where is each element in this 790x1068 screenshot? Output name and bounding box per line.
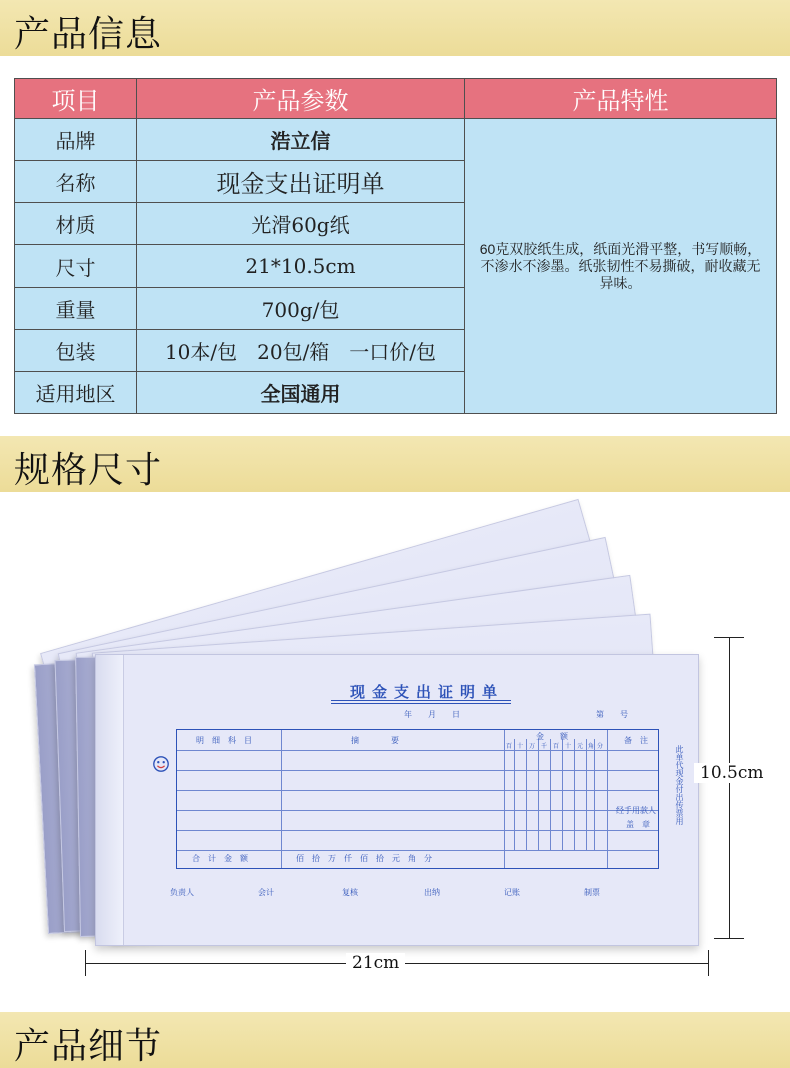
grid-line [281,730,282,868]
digit-label: 角 [588,743,595,750]
grid-line [504,730,505,868]
row-label: 名称 [15,161,137,203]
col-remark-label: 备 注 [624,736,648,745]
row-label: 材质 [15,203,137,245]
section-title: 产品信息 [14,14,163,55]
header-params: 产品参数 [137,79,465,119]
handler-label: 经手用款人 [616,806,656,815]
section-title: 产品细节 [14,1026,163,1067]
voucher-title: 现金支出证明单 [350,683,505,701]
footer-role: 制票 [584,888,600,897]
digit-label: 万 [529,743,536,750]
col-summary-label: 摘 要 [351,736,399,745]
digit-label: 百 [553,743,560,750]
digit-label: 千 [541,743,548,750]
grid-line [562,739,563,851]
digit-label: 元 [577,743,584,750]
row-value: 现金支出证明单 [137,161,465,203]
digit-label: 分 [597,743,604,750]
row-value: 浩立信 [137,119,465,161]
section-title: 规格尺寸 [14,450,163,491]
title-underline [331,700,511,701]
number-label: 第 号 [596,710,628,719]
date-label: 年 月 日 [404,710,460,719]
spec-illustration [0,492,790,1012]
footer-role: 会计 [258,888,274,897]
digit-label: 十 [517,743,524,750]
voucher-form [95,654,699,946]
grid-line [594,739,595,851]
grid-line [607,730,608,868]
voucher-spine [96,655,124,945]
row-value: 21*10.5cm [137,245,465,287]
total-units: 佰 拾 万 仟 佰 拾 元 角 分 [296,854,432,863]
col-detail-label: 明 细 科 目 [196,736,252,745]
table-header-row [15,79,777,119]
width-label: 21cm [346,953,405,973]
footer-role: 出纳 [424,888,440,897]
row-label: 包装 [15,329,137,371]
row-value: 700g/包 [137,287,465,329]
grid-line [550,739,551,851]
col-amount-label: 金 额 [536,732,568,741]
section-header-spec [0,436,790,492]
row-label: 品牌 [15,119,137,161]
brand-logo-icon [152,755,170,773]
height-dimension-line [729,637,730,939]
section-header-detail [0,1012,790,1068]
height-label: 10.5cm [694,763,770,783]
digit-label: 百 [506,743,513,750]
row-value: 全国通用 [137,371,465,413]
grid-line [514,739,515,851]
grid-line [586,739,587,851]
total-label: 合 计 金 额 [192,854,248,863]
row-label: 重量 [15,287,137,329]
product-info-table [14,78,777,414]
table-row [15,119,777,161]
row-value: 光滑60g纸 [137,203,465,245]
features-cell: 60克双胶纸生成，纸面光滑平整，书写顺畅，不渗水不渗墨。纸张韧性不易撕破，耐收藏无异味。 [465,119,777,414]
footer-role: 负责人 [170,888,194,897]
grid-line [574,739,575,851]
row-value: 10本/包 20包/箱 一口价/包 [137,329,465,371]
row-label: 尺寸 [15,245,137,287]
digit-label: 十 [565,743,572,750]
grid-line [538,739,539,851]
header-item: 项目 [15,79,137,119]
row-label: 适用地区 [15,371,137,413]
header-features: 产品特性 [465,79,777,119]
seal-label: 盖 章 [626,820,650,829]
side-note: 此单代现金付出传票用 [675,745,684,825]
title-underline [331,703,511,704]
grid-line [526,739,527,851]
footer-role: 复核 [342,888,358,897]
section-header-product-info [0,0,790,56]
footer-role: 记账 [504,888,520,897]
